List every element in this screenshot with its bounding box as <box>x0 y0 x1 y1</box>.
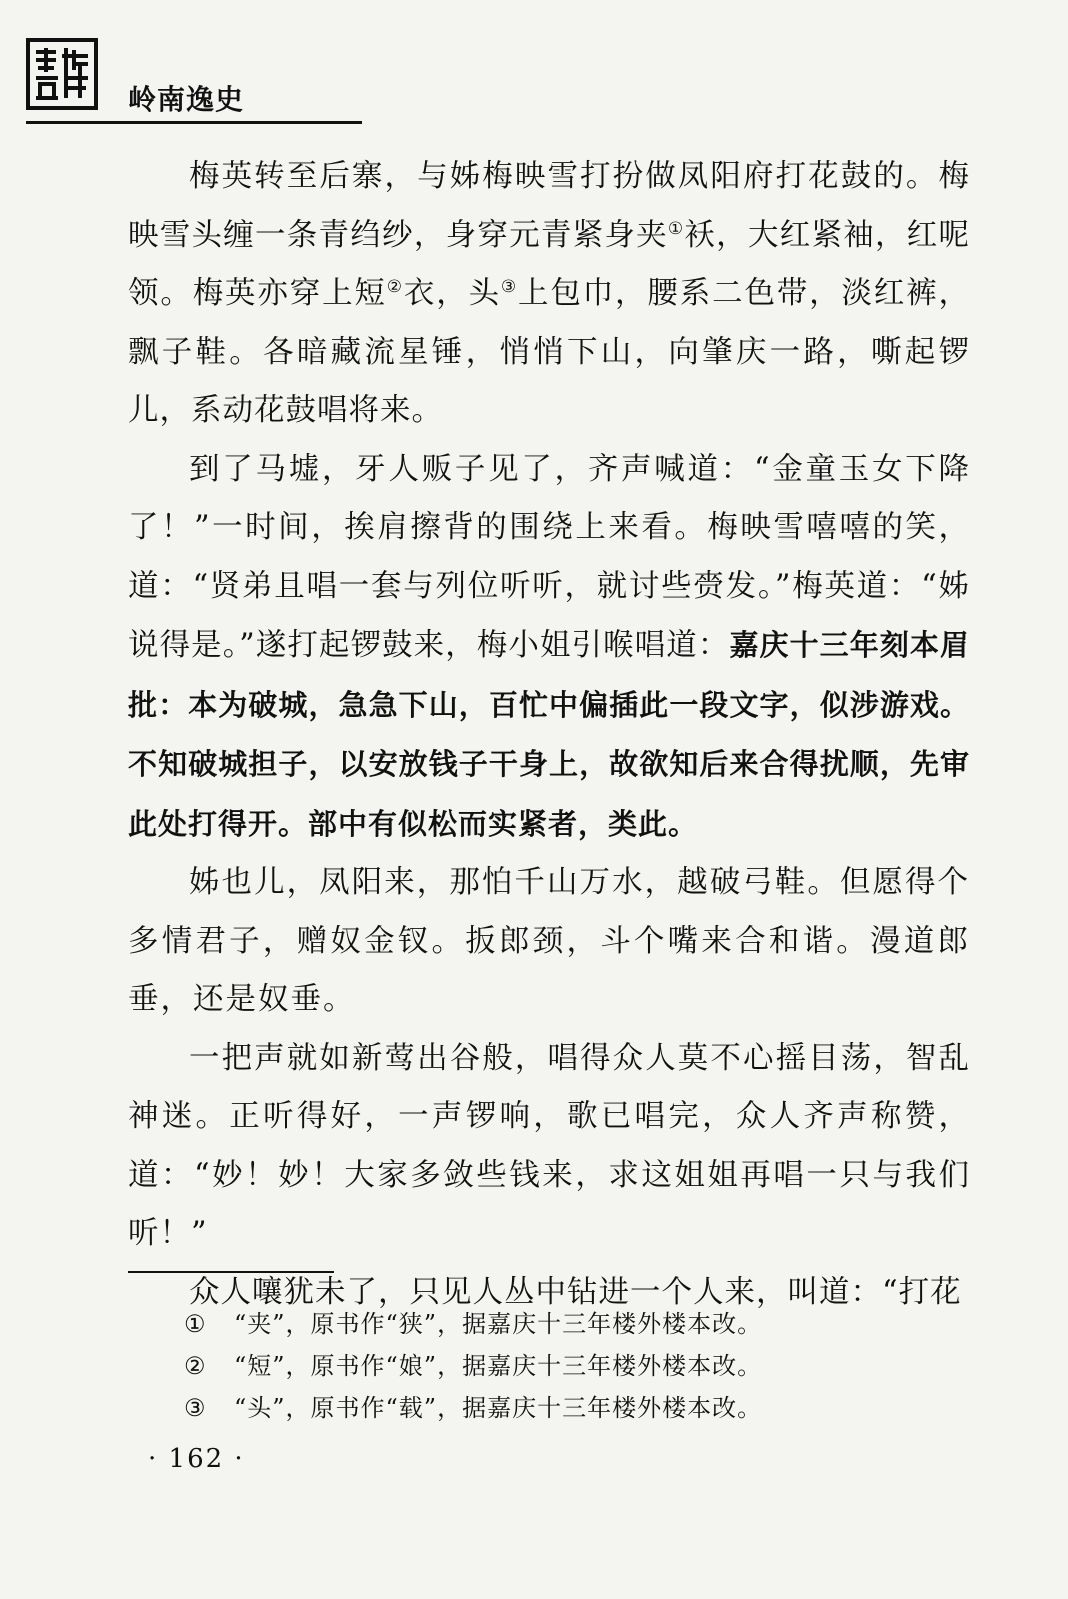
footnotes <box>184 1303 944 1429</box>
seal-logo-icon <box>26 38 98 110</box>
body-text <box>128 148 970 1322</box>
paragraph: 梅英转至后寨，与姊梅映雪打扮做凤阳府打花鼓的。梅映雪头缠一条青绉纱，身穿元青紧身夹①袄，大红紧袖，红呢领。梅英亦穿上短②衣，头③上包巾，腰系二色带，淡红裤，飘子鞋。各暗藏流星锤，悄悄下山，向肇庆一路，嘶起锣儿，系动花鼓唱将来。 <box>128 159 971 428</box>
header-rule <box>26 121 362 124</box>
paragraph: 众人嚷犹未了，只见人丛中钻进一个人来，叫道：“打花 <box>189 1274 962 1310</box>
footnote-ref: ① <box>667 218 685 239</box>
footnote-ref: ② <box>386 276 404 297</box>
paragraph: 到了马墟，牙人贩子见了，齐声喊道：“金童玉女下降了！”一时间，挨肩擦背的围绕上来看。梅映雪嘻嘻的笑，道：“贤弟且唱一套与列位听听，就讨些赍发。”梅英道：“姊说得是。”遂打起锣鼓来，梅小姐引喉唱道：嘉庆十三年刻本眉批：本为破城，急急下山，百忙中偏插此一段文字，似涉游戏。不知破城担子，以安放钱子干身上，故欲知后来合得扰顺，先审此处打得开。部中有似松而实紧者，类此。 <box>128 451 970 841</box>
running-title: 岭南逸史 <box>128 83 245 116</box>
footnote: ① “夹”，原书作“狭”，据嘉庆十三年楼外楼本改。 <box>184 1310 763 1338</box>
footnote: ② “短”，原书作“娘”，据嘉庆十三年楼外楼本改。 <box>184 1352 763 1380</box>
commentary: 嘉庆十三年刻本眉批：本为破城，急急下山，百忙中偏插此一段文字，似涉游戏。不知破城担子，以安放钱子干身上，故欲知后来合得扰顺，先审此处打得开。部中有似松而实紧者，类此。 <box>128 628 970 841</box>
footnote: ③ “头”，原书作“载”，据嘉庆十三年楼外楼本改。 <box>184 1394 763 1422</box>
paragraph: 一把声就如新莺出谷般，唱得众人莫不心摇目荡，智乱神迷。正听得好，一声锣响，歌已唱完，众人齐声称赞，道：“妙！妙！大家多敛些钱来，求这姐姐再唱一只与我们听！” <box>128 1040 970 1251</box>
footnote-rule <box>128 1271 334 1273</box>
page-number: · 162 · <box>148 1444 245 1474</box>
footnote-ref: ③ <box>500 276 519 297</box>
song-paragraph: 姊也儿，凤阳来，那怕千山万水，越破弓鞋。但愿得个多情君子，赠奴金钗。扳郎颈，斗个嘴来合和谐。漫道郎垂，还是奴垂。 <box>128 865 970 1017</box>
